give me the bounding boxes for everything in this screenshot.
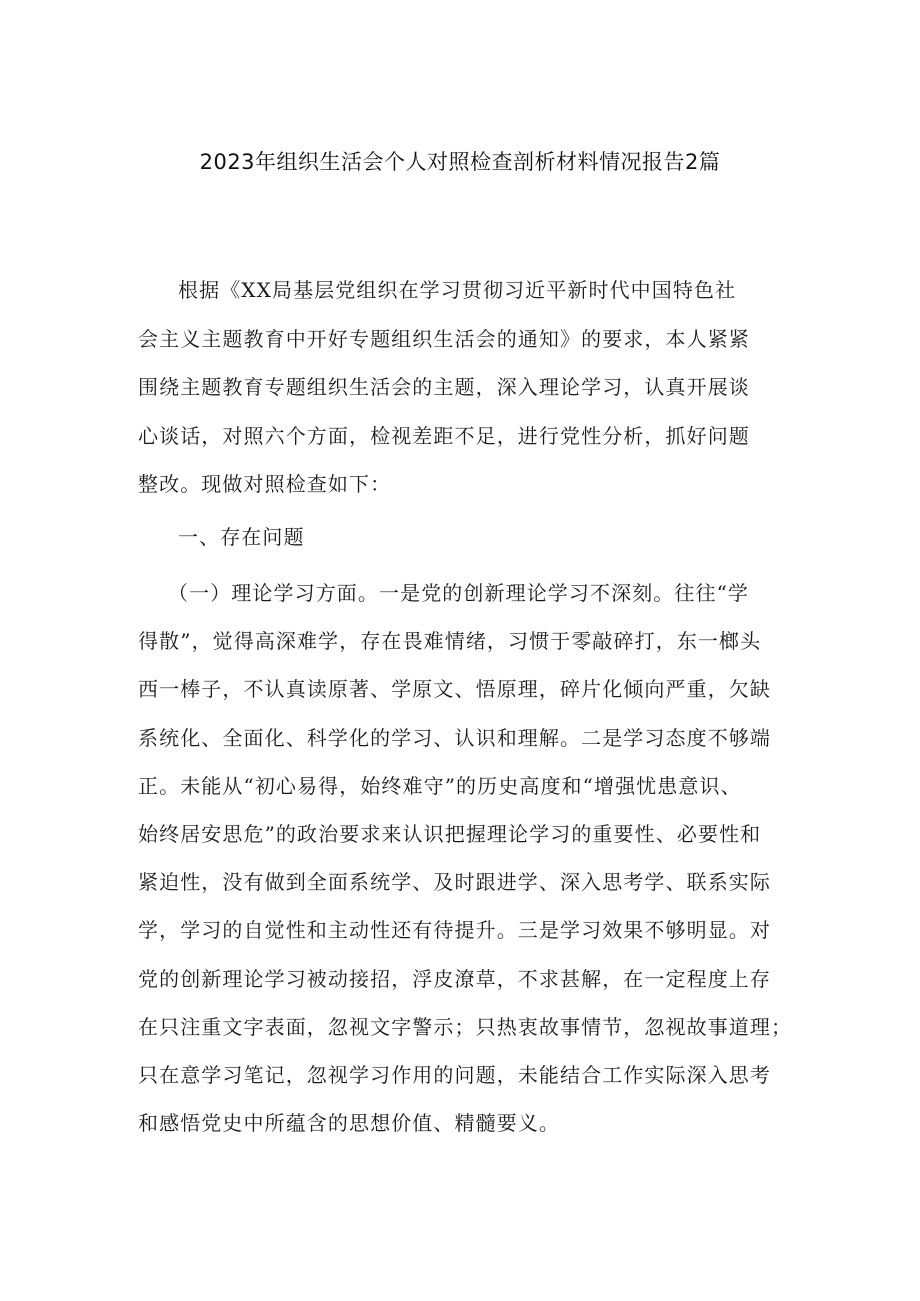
paragraph-line: 围绕主题教育专题组织生活会的主题，深入理论学习，认真开展谈 (138, 375, 750, 399)
paragraph-line: 正。未能从“初心易得，始终难守”的历史高度和“增强忧患意识、 (138, 773, 742, 798)
paragraph-line: 系统化、全面化、科学化的学习、认识和理解。二是学习态度不够端 (138, 725, 771, 750)
paragraph-line: 在只注重文字表面，忽视文字警示；只热衷故事情节，忽视故事道理； (138, 1014, 793, 1039)
paragraph-line: 学，学习的自觉性和主动性还有待提升。三是学习效果不够明显。对 (138, 918, 771, 943)
paragraph-line: 心谈话，对照六个方面，检视差距不足，进行党性分析，抓好问题 (138, 423, 750, 448)
paragraph-line: 整改。现做对照检查如下： (138, 472, 392, 496)
section-heading-block (138, 513, 788, 562)
paragraph-line: 紧迫性，没有做到全面系统学、及时跟进学、深入思考学、联系实际 (138, 870, 771, 895)
paragraph-line: 只在意学习笔记，忽视学习作用的问题，未能结合工作实际深入思考 (138, 1062, 771, 1087)
paragraph-line: 和感悟党史中所蕴含的思想价值、精髓要义。 (138, 1111, 560, 1136)
intro-paragraph (138, 266, 788, 509)
paragraph-line: 党的创新理论学习被动接招，浮皮潦草，不求甚解，在一定程度上存 (138, 966, 771, 991)
paragraph-line: 得散”，觉得高深难学，存在畏难情绪，习惯于零敲碎打，东一榔头 (138, 629, 762, 654)
section1-paragraph (138, 569, 793, 1147)
paragraph-line: 西一棒子，不认真读原著、学原文、悟原理，碎片化倾向严重，欠缺 (138, 677, 771, 702)
paragraph-line: 根据《XX局基层党组织在学习贯彻习近平新时代中国特色社 (178, 278, 737, 302)
paragraph-line: 会主义主题教育中开好专题组织生活会的通知》的要求，本人紧紧 (138, 326, 750, 351)
document-title: 2023年组织生活会个人对照检查剖析材料情况报告2篇 (199, 150, 721, 174)
paragraph-line: （一）理论学习方面。一是党的创新理论学习不深刻。往往“学 (168, 581, 750, 605)
paragraph-line: 始终居安思危”的政治要求来认识把握理论学习的重要性、必要性和 (138, 821, 762, 846)
section-heading: 一、存在问题 (178, 525, 305, 549)
